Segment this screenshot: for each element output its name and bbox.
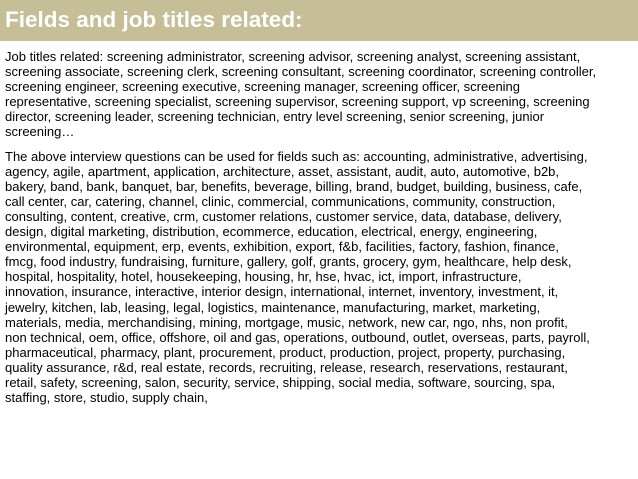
text-line: non technical, oem, office, offshore, oil and gas, operations, outbound, outlet, overseas, parts, payroll,: [5, 329, 590, 345]
text-line: screening associate, screening clerk, screening consultant, screening coordinator, screening controller,: [5, 64, 597, 80]
text-line: The above interview questions can be used for fields such as: accounting, administrative, advertising,: [5, 148, 588, 164]
text-line: consulting, content, creative, crm, customer relations, customer service, data, database, delivery,: [5, 208, 562, 224]
text-line: jewelry, kitchen, lab, leasing, legal, logistics, maintenance, manufacturing, market, marketing,: [5, 299, 541, 315]
text-line: bakery, band, bank, banquet, bar, benefits, beverage, billing, brand, budget, building, business, cafe,: [5, 178, 583, 194]
fields-paragraph: [5, 149, 635, 406]
job-titles-paragraph: [5, 49, 635, 140]
text-line: design, digital marketing, distribution, ecommerce, education, electrical, energy, engineering,: [5, 224, 538, 240]
header-bar: [0, 0, 638, 41]
text-line: pharmaceutical, pharmacy, plant, procurement, product, production, project, property, purchasing,: [5, 344, 566, 360]
text-line: fmcg, food industry, fundraising, furniture, gallery, golf, grants, grocery, gym, healthcare, help desk,: [5, 254, 572, 270]
text-line: environmental, equipment, erp, events, exhibition, export, f&b, facilities, factory, fashion, finance,: [5, 239, 559, 255]
content-body: [5, 49, 635, 405]
text-line: director, screening leader, screening technician, entry level screening, senior screening, junior: [5, 109, 545, 125]
text-line: staffing, store, studio, supply chain,: [5, 390, 208, 406]
text-line: quality assurance, r&d, real estate, records, recruiting, release, research, reservations, restaurant,: [5, 359, 568, 375]
text-line: materials, media, merchandising, mining, mortgage, music, network, new car, ngo, nhs, non profit,: [5, 314, 568, 330]
text-line: screening…: [5, 124, 75, 140]
text-line: agency, agile, apartment, application, architecture, asset, assistant, audit, auto, automotive, b2b,: [5, 163, 560, 179]
text-line: call center, car, catering, channel, clinic, commercial, communications, community, construction,: [5, 193, 556, 209]
page-title: Fields and job titles related:: [5, 7, 303, 32]
text-line: innovation, insurance, interactive, interior design, international, internet, inventory, investment, it,: [5, 284, 559, 300]
text-line: screening engineer, screening executive, screening manager, screening officer, screening: [5, 79, 521, 95]
text-line: hospital, hospitality, hotel, housekeeping, housing, hr, hse, hvac, ict, import, infrastructure,: [5, 269, 522, 285]
text-line: representative, screening specialist, screening supervisor, screening support, vp screening, screening: [5, 94, 590, 110]
text-line: retail, safety, screening, salon, security, service, shipping, social media, software, sourcing, spa,: [5, 374, 556, 390]
text-line: Job titles related: screening administrator, screening advisor, screening analyst, screening assistant,: [5, 49, 581, 64]
